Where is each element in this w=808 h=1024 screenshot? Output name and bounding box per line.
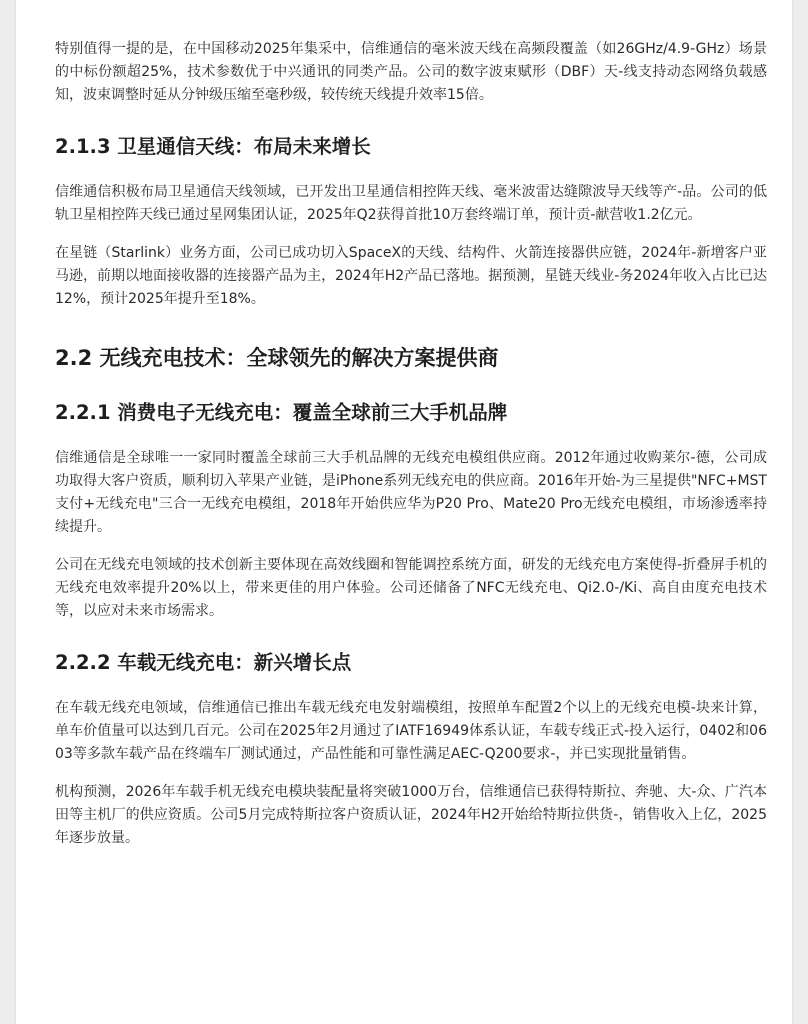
paragraph-starlink: 在星链（Starlink）业务方面，公司已成功切入SpaceX的天线、结构件、火箭连接器供应链，2024年-新增客户亚马逊，前期以地面接收器的连接器产品为主，2024年H2产品已落地。据预测，星链天线业-务2024年收入占比已达12%，预计2025年提升至18%。 — [55, 245, 767, 307]
paragraph-auto-wireless-charging: 在车载无线充电领域，信维通信已推出车载无线充电发射端模组，按照单车配置2个以上的无线充电模-块来计算，单车价值量可以达到几百元。公司在2025年2月通过了IATF16949体系认证，车载专线正式-投入运行，0402和0603等多款车载产品在终端车厂测试通过，产品性能和可靠性满足AEC-Q200要求-，并已实现批量销售。 — [55, 700, 767, 762]
document-page — [16, 0, 792, 1024]
paragraph-satellite-antenna: 信维通信积极布局卫星通信天线领域，已开发出卫星通信相控阵天线、毫米波雷达缝隙波导天线等产-品。公司的低轨卫星相控阵天线已通过星网集团认证，2025年Q2获得首批10万套终端订单，预计贡-献营收1.2亿元。 — [55, 184, 767, 223]
heading-2-2: 2.2 无线充电技术：全球领先的解决方案提供商 — [55, 346, 499, 370]
paragraph-tech-innovation: 公司在无线充电领域的技术创新主要体现在高效线圈和智能调控系统方面，研发的无线充电方案使得-折叠屏手机的无线充电效率提升20%以上，带来更佳的用户体验。公司还储备了NFC无线充电、Qi2.0-/Ki、高自由度充电技术等，以应对未来市场需求。 — [55, 557, 767, 619]
paragraph-consumer-wireless-charging: 信维通信是全球唯一一家同时覆盖全球前三大手机品牌的无线充电模组供应商。2012年通过收购莱尔-德，公司成功取得大客户资质，顺利切入苹果产业链，是iPhone系列无线充电的供应商。2016年开始-为三星提供"NFC+MST支付+无线充电"三合一无线充电模组，2018年开始供应华为P20 Pro、Mate20 Pro无线充电模组，市场渗透率持续提升。 — [55, 450, 767, 535]
paragraph-forecast: 机构预测，2026年车载手机无线充电模块装配量将突破1000万台，信维通信已获得特斯拉、奔驰、大-众、广汽本田等主机厂的供应资质。公司5月完成特斯拉客户资质认证，2024年H2开始给特斯拉供货-，销售收入上亿，2025年逐步放量。 — [55, 784, 767, 846]
heading-2-1-3: 2.1.3 卫星通信天线：布局未来增长 — [55, 135, 371, 158]
heading-2-2-2: 2.2.2 车载无线充电：新兴增长点 — [55, 651, 352, 674]
document-content — [55, 38, 767, 865]
heading-2-2-1: 2.2.1 消费电子无线充电：覆盖全球前三大手机品牌 — [55, 401, 508, 424]
paragraph-mmwave-bid: 特别值得一提的是，在中国移动2025年集采中，信维通信的毫米波天线在高频段覆盖（如26GHz/4.9-GHz）场景的中标份额超25%，技术参数优于中兴通讯的同类产品。公司的数字波束赋形（DBF）天-线支持动态网络负载感知，波束调整时延从分钟级压缩至毫秒级，较传统天线提升效率15倍。 — [55, 41, 767, 103]
